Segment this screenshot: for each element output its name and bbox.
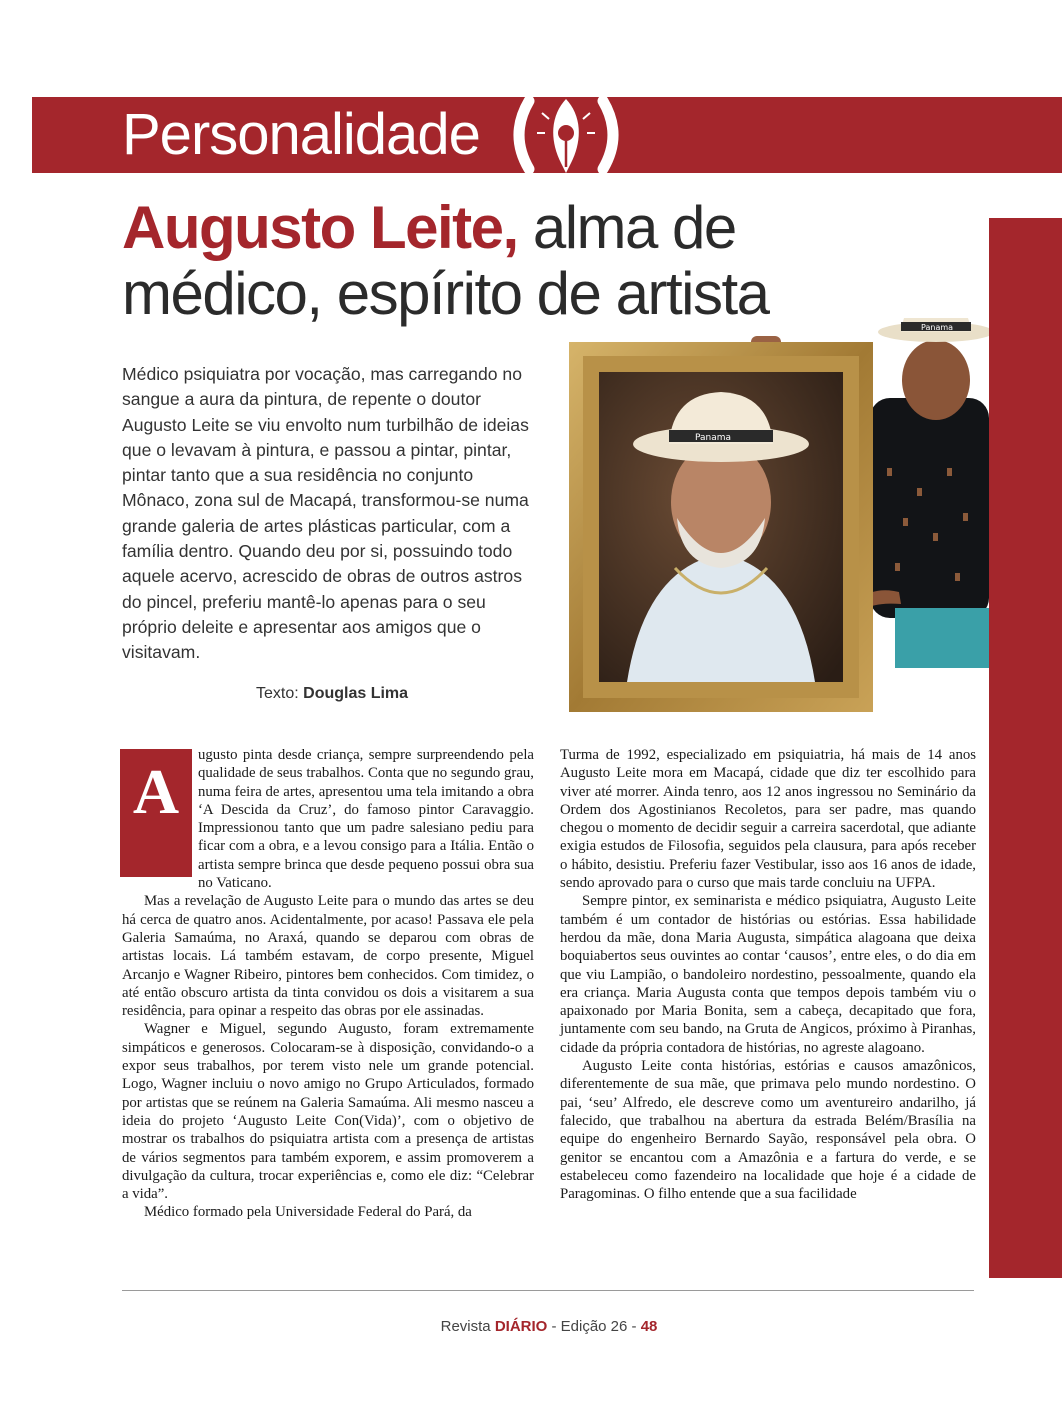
article-paragraph: Mas a revelação de Augusto Leite para o mundo das artes se deu há cerca de quatro anos. Acidentalmente, por acaso! Passava ele pela Galeria Samaúma, no Araxá, quando se deparou com obras de artistas locais. Lá também estavam, de corpo presente, Miguel Arcanjo e Wagner Ribeiro, pintores bem conhecidos. Com timidez, o até então obscuro artista da tinta convidou os dois a visitarem a sua residência, para opinar a respeito das obras por ele assinadas. [122,893,534,1020]
article-column-2 [560,746,976,1203]
side-accent-bar [989,218,1062,1278]
hat-band-text: Panama [921,323,954,332]
portrait-photo [565,318,989,715]
lead-paragraph: Médico psiquiatra por vocação, mas carregando no sangue a aura da pintura, de repente o doutor Augusto Leite se viu envolto num turbilhão de ideias que o levavam à pintura, e passou a pintar, pintar, pintar tanto que a sua residência no conjunto Mônaco, zona sul de Macapá, transformou-se numa grande galeria de artes plásticas particular, com a família dentro. Quando deu por si, possuindo todo aquele acervo, acrescido de obras de outros astros do pincel, preferiu mantê-lo apenas para o seu próprio deleite e apresentar aos amigos que o visitavam. [122,364,529,663]
article-paragraph: Turma de 1992, especializado em psiquiatria, há mais de 14 anos Augusto Leite mora em Macapá, cidade que diz ter escolhido para viver até morrer. Ainda tenro, aos 12 anos ingressou no Seminário da Ordem dos Agostinianos Recoletos, para ser padre, mas quando chegou o momento de decidir seguir a carreira sacerdotal, que adiante exigia estudos de Filosofia, seguidos pela clausura, para após receber o hábito, desistiu. Preferiu fazer Vestibular, isso aos 16 anos de idade, sendo aprovado para o curso que mais tarde concluiu na UFPA. [560,747,976,892]
footer-edition: - Edição 26 - [551,1318,637,1335]
footer-rule [122,1290,974,1291]
section-banner [32,97,1062,173]
byline-author: Douglas Lima [303,685,409,702]
headline-line2: médico, espírito de artista [122,260,769,327]
article-paragraph: Sempre pintor, ex seminarista e médico psiquiatra, Augusto Leite também é um contador de histórias ou estórias. Essa habilidade herdou da mãe, dona Maria Augusta, simpática alagoana que deixa boquiabertos seus ouvintes ao contar ‘causos’, entre eles, o do dia em que viu Lampião, o bandoleiro nordestino, pessoalmente, quando ela era criança. Maria Augusta conta que tempos depois também viu o apaixonado por Maria Bonita, sem a cabeça, decapitado que fora, juntamente com seu bando, na Gruta de Angicos, próximo à Piranhas, cidade da própria contadora de histórias, no agreste alagoano. [560,893,976,1056]
page-number: 48 [640,1318,658,1335]
drop-cap: A [120,749,192,877]
page-footer [0,1318,1062,1335]
article-paragraph: Wagner e Miguel, segundo Augusto, foram extremamente simpáticos e generosos. Colocaram-se à disposição, convidando-o a expor seus trabalhos, por terem visto nele um grande potencial. Logo, Wagner incluiu o novo amigo no Grupo Articulados, formado por artistas que se reúnem na Galeria Samaúma. Ali mesmo nasceu a ideia do projeto ‘Augusto Leite Con(Vida)’, com o objetivo de mostrar os trabalhos do psiquiatra artista com a presença de artistas de vários segmentos para também exporem, e assim promoverem a divulgação da cultura, trocar experiências e, como ele diz: “Celebrar a vida”. [122,1021,534,1203]
article-paragraph: Augusto Leite conta histórias, estórias e causos amazônicos, diferentemente de sua mãe, que primava pelo mundo nordestino. O pai, ‘seu’ Alfredo, ele descreve como um aventureiro andarilho, já falecido, que trabalhou na abertura da estrada Belém/Brasília na equipe do engenheiro Bernardo Sayão, responsável pela obra. O genitor se encantou com a Amazônia e a fartura do verde, e se estabeleceu como fazendeiro na localidade que hoje é a cidade de Paragominas. O filho entende que a sua facilidade [560,1058,976,1203]
article-paragraph: Médico formado pela Universidade Federal do Pará, da [144,1204,472,1221]
section-title: Personalidade [122,102,480,167]
fountain-pen-icon [507,93,625,177]
footer-prefix: Revista [440,1318,491,1335]
byline [256,685,408,703]
painting-hat-band-text: Panama [695,433,732,443]
footer-brand: DIÁRIO [494,1318,548,1335]
byline-prefix: Texto: [256,685,299,702]
headline-line1-rest: alma de [517,194,736,261]
headline [122,195,882,327]
article-paragraph: ugusto pinta desde criança, sempre surpreendendo pela qualidade de seus trabalhos. Conta que no segundo grau, numa feira de artes, apresentou uma tela imitando a obra ‘A Descida da Cruz’, do famoso pintor Caravaggio. Impressionou tanto que um padre salesiano pediu para ficar com a obra, e a levou consigo para a Itália. Então o artista sempre brinca que desde pequeno possui obra sua no Vaticano. [198,747,534,892]
article-column-1 [122,746,534,1222]
headline-accent: Augusto Leite, [122,194,518,261]
